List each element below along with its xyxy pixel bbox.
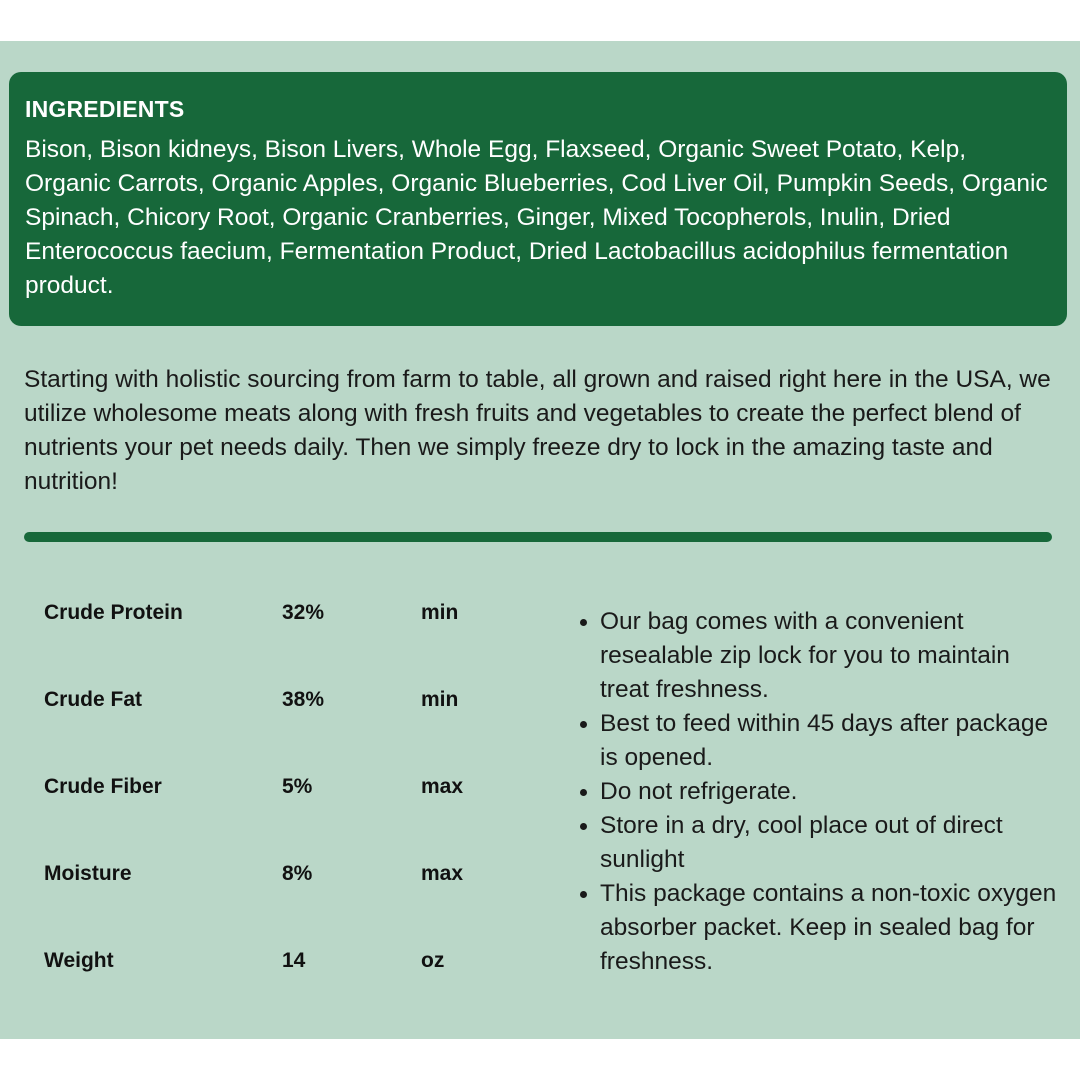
analysis-value: 5%	[282, 775, 313, 798]
intro-paragraph: Starting with holistic sourcing from farm to table, all grown and raised right here in the USA, we utilize wholesome meats along with fresh fruits and vegetables to create the perfect blend of nutrients your pet needs daily. Then we simply freeze dry to lock in the amazing taste and nutrition!	[24, 366, 1051, 495]
analysis-name: Crude Fat	[44, 688, 143, 711]
analysis-unit: min	[421, 688, 459, 711]
analysis-value: 38%	[282, 688, 325, 711]
analysis-row-weight	[44, 949, 524, 1036]
ingredients-title: INGREDIENTS	[25, 96, 185, 122]
analysis-row-crude-protein	[44, 601, 524, 688]
product-info-panel	[0, 41, 1080, 1039]
care-note-item: Our bag comes with a convenient resealable zip lock for you to maintain treat freshness.	[600, 605, 1060, 707]
analysis-unit: min	[421, 601, 459, 624]
analysis-unit: max	[421, 775, 464, 798]
care-note-item: This package contains a non-toxic oxygen absorber packet. Keep in sealed bag for freshness.	[600, 877, 1060, 979]
care-note-item: Store in a dry, cool place out of direct sunlight	[600, 809, 1060, 877]
ingredients-box	[9, 72, 1067, 326]
analysis-name: Moisture	[44, 862, 132, 885]
analysis-value: 32%	[282, 601, 325, 624]
analysis-name: Crude Protein	[44, 601, 183, 624]
analysis-name: Crude Fiber	[44, 775, 162, 798]
analysis-value: 8%	[282, 862, 313, 885]
analysis-unit: max	[421, 862, 464, 885]
care-note-item: Do not refrigerate.	[600, 775, 1060, 809]
analysis-row-crude-fat	[44, 688, 524, 775]
analysis-value: 14	[282, 949, 306, 972]
analysis-row-crude-fiber	[44, 775, 524, 862]
care-notes-list	[600, 605, 1060, 979]
analysis-name: Weight	[44, 949, 114, 972]
care-note-item: Best to feed within 45 days after package is opened.	[600, 707, 1060, 775]
analysis-row-moisture	[44, 862, 524, 949]
guaranteed-analysis-table	[44, 601, 524, 1036]
ingredients-text: Bison, Bison kidneys, Bison Livers, Whole Egg, Flaxseed, Organic Sweet Potato, Kelp, Organic Carrots, Organic Apples, Organic Blueberries, Cod Liver Oil, Pumpkin Seeds, Organic Spinach, Chicory Root, Organic Cranberries, Ginger, Mixed Tocopherols, Inulin, Dried Enterococcus faecium, Fermentation Product, Dried Lactobacillus acidophilus fermentation product.	[25, 136, 1048, 299]
analysis-unit: oz	[421, 949, 445, 972]
section-divider	[24, 532, 1052, 542]
